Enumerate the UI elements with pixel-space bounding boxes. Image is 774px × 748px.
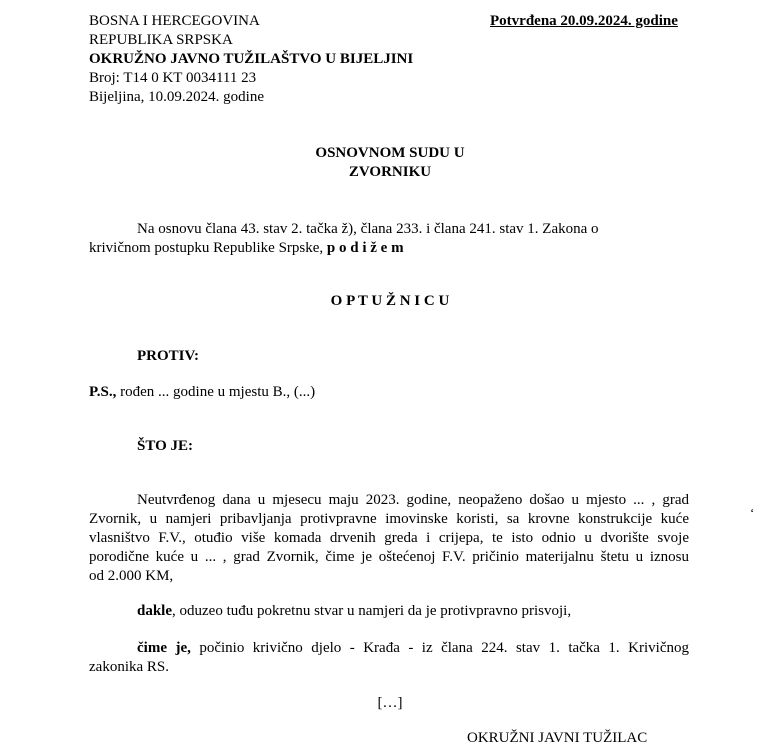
- header-place-date: Bijeljina, 10.09.2024. godine: [89, 89, 264, 105]
- offense-line1: [137, 639, 689, 658]
- confirmation-stamp: Potvrđena 20.09.2024. godine: [490, 13, 678, 29]
- header-country: BOSNA I HERCEGOVINA: [89, 13, 260, 29]
- header-entity: REPUBLIKA SRPSKA: [89, 32, 233, 48]
- omission-mark: […]: [377, 695, 403, 711]
- defendant-details: rođen ... godine u mjestu B., (...): [116, 384, 316, 400]
- intro-line2-text: krivičnom postupku Republike Srpske,: [89, 240, 327, 256]
- signature-title: OKRUŽNI JAVNI TUŽILAC: [467, 730, 648, 746]
- offense-keyword: čime je,: [137, 640, 191, 656]
- offense-line2: zakonika RS.: [89, 659, 169, 675]
- intro-line2: [89, 239, 404, 258]
- conclusion-text: , oduzeo tuđu pokretnu stvar u namjeri da je protivpravno prisvoji,: [172, 603, 572, 619]
- facts-line3: vlasništvo F.V., otuđio više komada drvenih greda i crijepa, te isto odnio u dvorište svoje: [89, 530, 689, 546]
- facts-line1: Neutvrđenog dana u mjesecu maju 2023. godine, neopaženo došao u mjesto ... , grad: [137, 492, 689, 508]
- defendant-name: P.S.,: [89, 384, 117, 400]
- intro-line1: Na osnovu člana 43. stav 2. tačka ž), člana 233. i člana 241. stav 1. Zakona o: [137, 221, 599, 237]
- against-label: PROTIV:: [137, 348, 199, 364]
- defendant-line: [89, 383, 315, 402]
- document-title: O P T U Ž N I C U: [330, 293, 450, 309]
- what-is-label: ŠTO JE:: [137, 438, 193, 454]
- facts-line5: od 2.000 KM,: [89, 568, 174, 584]
- facts-line2: Zvornik, u namjeri pribavljanja protivpravne imovinske koristi, sa krovne konstrukcije kuće: [89, 511, 689, 527]
- conclusion-keyword: dakle: [137, 603, 173, 619]
- facts-line4: porodične kuće u ... , grad Zvornik, čime je oštećenoj F.V. pričinio materijalnu štetu u iznosu: [89, 549, 689, 565]
- conclusion-line: [137, 602, 571, 621]
- addressee-line2: ZVORNIKU: [348, 164, 432, 180]
- margin-mark: ‘: [750, 505, 755, 520]
- offense-text: počinio krivično djelo - Krađa - iz člana 224. stav 1. tačka 1. Krivičnog: [190, 640, 689, 656]
- header-office: OKRUŽNO JAVNO TUŽILAŠTVO U BIJELJINI: [89, 51, 414, 67]
- header-case-number: Broj: T14 0 KT 0034111 23: [89, 70, 257, 86]
- addressee-line1: OSNOVNOM SUDU U: [315, 145, 465, 161]
- intro-action: p o d i ž e m: [326, 240, 404, 256]
